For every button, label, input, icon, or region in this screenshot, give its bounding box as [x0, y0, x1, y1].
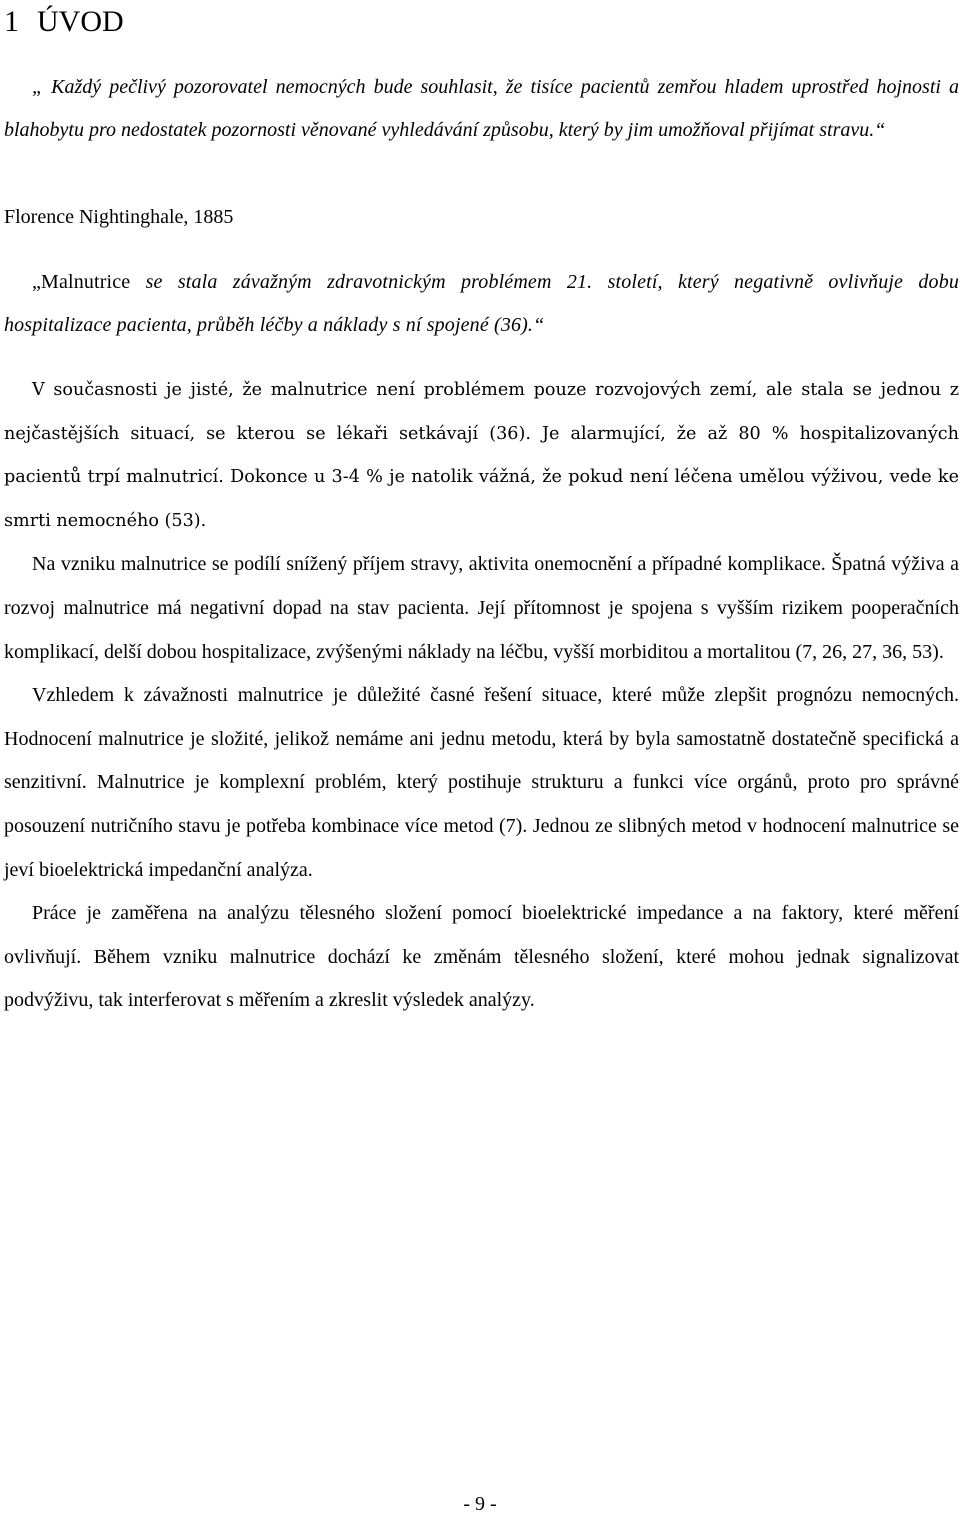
page-number: - 9 - — [463, 1493, 497, 1515]
quote-body: se stala závažným zdravotnickým problémem 21. století, který negativně ovlivňuje dobu hospitalizace pacienta, průběh léčby a náklady s ní spojené (36).“ — [4, 271, 959, 336]
paragraph-4: Práce je zaměřena na analýzu tělesného složení pomocí bioelektrické impedance a na faktory, které měření ovlivňují. Během vzniku malnutrice dochází ke změnám tělesného složení, které mohou jednak signalizovat podvýživu, tak interferovat s měřením a zkreslit výsledek analýzy. — [4, 902, 959, 1012]
chapter-number: 1 — [4, 5, 19, 38]
chapter-title: ÚVOD — [37, 5, 124, 38]
paragraph-1: V současnosti je jisté, že malnutrice není problémem pouze rozvojových zemí, ale stala se jednou z nejčastějších situací, se kterou se lékaři setkávají (36). Je alarmující, že až 80 % hospitalizovaných pacientů trpí malnutricí. Dokonce u 3-4 % je natolik vážná, že pokud není léčena umělou výživou, vede ke smrti nemocného (53). — [4, 380, 959, 531]
malnutrice-quote — [4, 261, 959, 347]
paragraph-3: Vzhledem k závažnosti malnutrice je důležité časné řešení situace, které může zlepšit prognózu nemocných. Hodnocení malnutrice je složité, jelikož nemáme ani jednu metodu, která by byla samostatně dostatečně specifická a senzitivní. Malnutrice je komplexní problém, který postihuje strukturu a funkci více orgánů, proto pro správné posouzení nutričního stavu je potřeba kombinace více metod (7). Jednou ze slibných metod v hodnocení malnutrice se jeví bioelektrická impedanční analýza. — [4, 684, 959, 881]
nightingale-quote: „ Každý pečlivý pozorovatel nemocných bude souhlasit, že tisíce pacientů zemřou hladem uprostřed hojnosti a blahobytu pro nedostatek pozornosti věnované vyhledávání způsobu, který by jim umožňoval přijímat stravu.“ — [4, 76, 959, 141]
quote-attribution: Florence Nightinghale, 1885 — [4, 206, 234, 228]
body-text — [4, 369, 959, 1023]
chapter-heading — [4, 2, 124, 42]
quote-lead-word: „Malnutrice — [32, 271, 131, 293]
paragraph-2: Na vzniku malnutrice se podílí snížený příjem stravy, aktivita onemocnění a případné komplikace. Špatná výživa a rozvoj malnutrice má negativní dopad na stav pacienta. Její přítomnost je spojena s vyšším rizikem pooperačních komplikací, delší dobou hospitalizace, zvýšenými náklady na léčbu, vyšší morbiditou a mortalitou (7, 26, 27, 36, 53). — [4, 553, 959, 663]
